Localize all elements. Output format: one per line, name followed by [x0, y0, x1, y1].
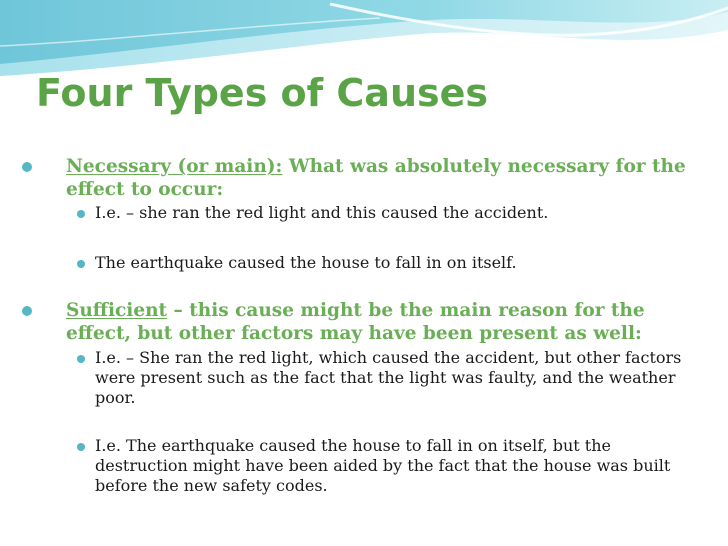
subbullet-dot-icon — [77, 210, 85, 218]
subbullet-item — [95, 253, 685, 273]
bullet-term: Necessary (or main): — [66, 156, 283, 177]
subbullet-dot-icon — [77, 443, 85, 451]
subbullet-item — [95, 436, 685, 496]
subbullet-item — [95, 203, 685, 223]
slide-title: Four Types of Causes — [36, 71, 489, 115]
bullet-necessary — [66, 155, 696, 201]
bullet-sufficient — [66, 299, 696, 345]
subbullet-text: The earthquake caused the house to fall in on itself. — [95, 253, 517, 272]
bullet-dot-icon — [22, 306, 32, 316]
bullet-text: – this cause might be the main reason for the effect, but other factors may have been present as well: — [66, 300, 645, 344]
subbullet-text: I.e. – She ran the red light, which caused the accident, but other factors were present such as the fact that the light was faulty, and the weather poor. — [95, 348, 682, 407]
bullet-term: Sufficient — [66, 300, 168, 321]
subbullet-text: I.e. The earthquake caused the house to fall in on itself, but the destruction might have been aided by the fact that the house was built before the new safety codes. — [95, 436, 671, 495]
subbullet-text: I.e. – she ran the red light and this caused the accident. — [95, 203, 549, 222]
subbullet-dot-icon — [77, 355, 85, 363]
bullet-text: What was absolutely necessary for the effect to occur: — [66, 156, 686, 200]
subbullet-dot-icon — [77, 260, 85, 268]
subbullet-item — [95, 348, 685, 408]
bullet-dot-icon — [22, 162, 32, 172]
